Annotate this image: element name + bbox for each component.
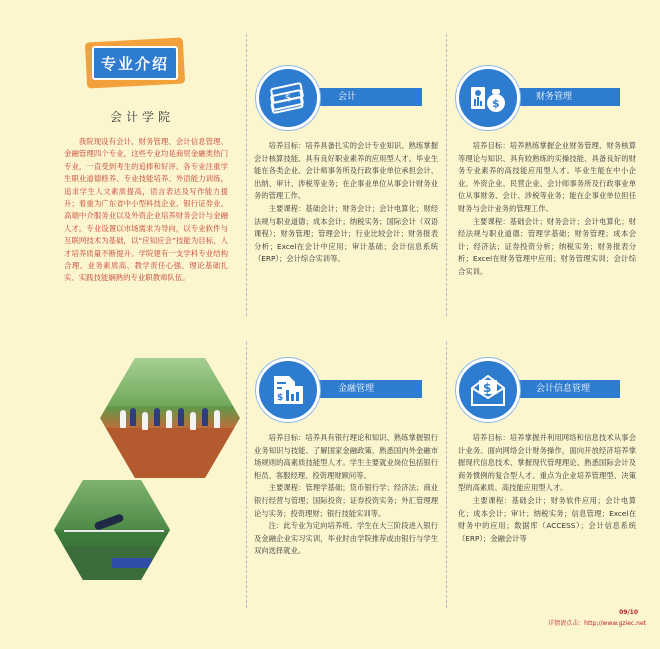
accounting-goal: 培养目标：培养具备扎实的会计专业知识、熟练掌握会计核算技能、具有良好职业素养的应用型人才。毕业生能在各类企业、会计师事务所及行政事业单位承担会计、出纳、审计、涉税等业务；在企事业单位从事会计财务业务的管理工作。 [254, 141, 438, 201]
accounting-info-goal: 培养目标：培养掌握并利用网络和信息技术从事会计业务、面向网络会计财务操作，面向开放经济培养掌握现代信息技术、掌握现代管理理论、熟悉国际会计及商务惯例的复合型人才。重点为企业培养管理型、决策型的高素质、高技能应用型人才。 [458, 433, 636, 493]
footer-link[interactable]: 详情请点击：http://www.gziec.net [548, 620, 646, 627]
major-title-finance: 金融管理 [338, 384, 375, 394]
money-stack-icon [256, 66, 320, 130]
dollar-envelope-icon [456, 358, 520, 422]
divider-bottom-left [246, 342, 247, 608]
section-badge [86, 40, 184, 86]
svg-text:$: $ [277, 393, 284, 403]
photo-sports-meet [100, 358, 240, 478]
accounting-info-courses: 主要课程：基础会计；财务软件应用；会计电算化；成本会计；审计；纳税实务；信息管理；Excel在财务中的应用；数据库（ACCESS）；会计信息系统（ERP）；金融会计等 [458, 495, 636, 543]
svg-text:$: $ [483, 381, 492, 395]
page-number: 09/10 [619, 609, 638, 616]
major-title-accounting-info: 会计信息管理 [536, 384, 591, 394]
finance-courses: 主要课程：管理学基础；货币银行学；经济法；商业银行经营与管理；国际投资；证券投资实务；外汇管理理论与实务；投资理财；银行技能实训等。 [254, 483, 438, 518]
finance-chart-bag-icon [456, 66, 520, 130]
divider-top-right [446, 34, 447, 316]
major-body-accounting [254, 140, 438, 266]
finance-note: 注：此专业为定向培养班。学生在大三阶段进入银行及金融企业实习实训，毕业时由学院推荐或由银行与学生双向选择就业。 [254, 521, 438, 556]
photo-high-jump [54, 480, 170, 580]
finance-goal: 培养目标：培养具有银行理论和知识、熟练掌握银行业务知识与技能、了解国家金融政策、熟悉国内外金融市场规则的高素质技能型人才。学生主要就业岗位包括银行柜员、客服经理、投资理财顾问等。 [254, 433, 438, 480]
accounting-courses: 主要课程：基础会计；财务会计；会计电算化；财经法规与职业道德；成本会计；纳税实务；国际会计（双语课程）；财务管理；管理会计；行业比较会计；财务报表分析；Excel在会计中应用；审计基础；会计信息系统（ERP）；会计综合实训等。 [254, 203, 438, 264]
college-intro: 我院现设有会计、财务管理、会计信息管理、金融管理四个专业，这些专业均是商贸金融类热门专业，一直受到考生的追捧和好评。各专业注重学生职业道德修养、专业技能培养、外语能力训练，追求学生人文素质提高，语言表达及写作能力提升；着重为广东省中小型科技企业、银行证券业、高端中介服务业以及外资企业培养财务会计与金融人才。专业设置以市场需求为导向，以专业软件与互联网技术为基础，以“应知应会”技能为目标，人才培养质量不断提升。学院建有一支学科专业结构合理、业务素质高、教学责任心强、理论基础扎实、实践技能娴熟的专业职教师队伍。 [64, 137, 228, 283]
svg-text:$: $ [284, 92, 293, 105]
major-body-accounting-info [458, 432, 636, 545]
major-title-accounting: 会计 [338, 92, 357, 102]
college-name: 会计学院 [109, 110, 174, 124]
section-title: 专业介绍 [92, 46, 178, 80]
divider-top-left [246, 34, 247, 316]
finance-management-goal: 培养目标：培养熟练掌握企业财务管理、财务核算等理论与知识、具有较熟练的实操技能、具备良好的财务专业素养的高技能应用型人才。毕业生能在中小企业、外资企业、民营企业、会计师事务所及行政事业单位从事财务、会计、涉税等业务；能在企事业单位担任财务与会计业务的管理工作。 [458, 141, 636, 213]
major-body-finance [254, 432, 438, 558]
divider-bottom-right [446, 342, 447, 608]
major-title-finance-management: 财务管理 [536, 92, 573, 102]
finance-management-courses: 主要课程：基础会计；财务会计；会计电算化；财经法规与职业道德；管理学基础；财务管理；成本会计；经济法；证券投资分析；纳税实务；财务报表分析；Excel在财务管理中应用；财务管理实训；会计综合实训。 [458, 216, 636, 276]
svg-text:$: $ [492, 97, 500, 110]
major-body-finance-management [458, 140, 636, 279]
financial-documents-icon [256, 358, 320, 422]
